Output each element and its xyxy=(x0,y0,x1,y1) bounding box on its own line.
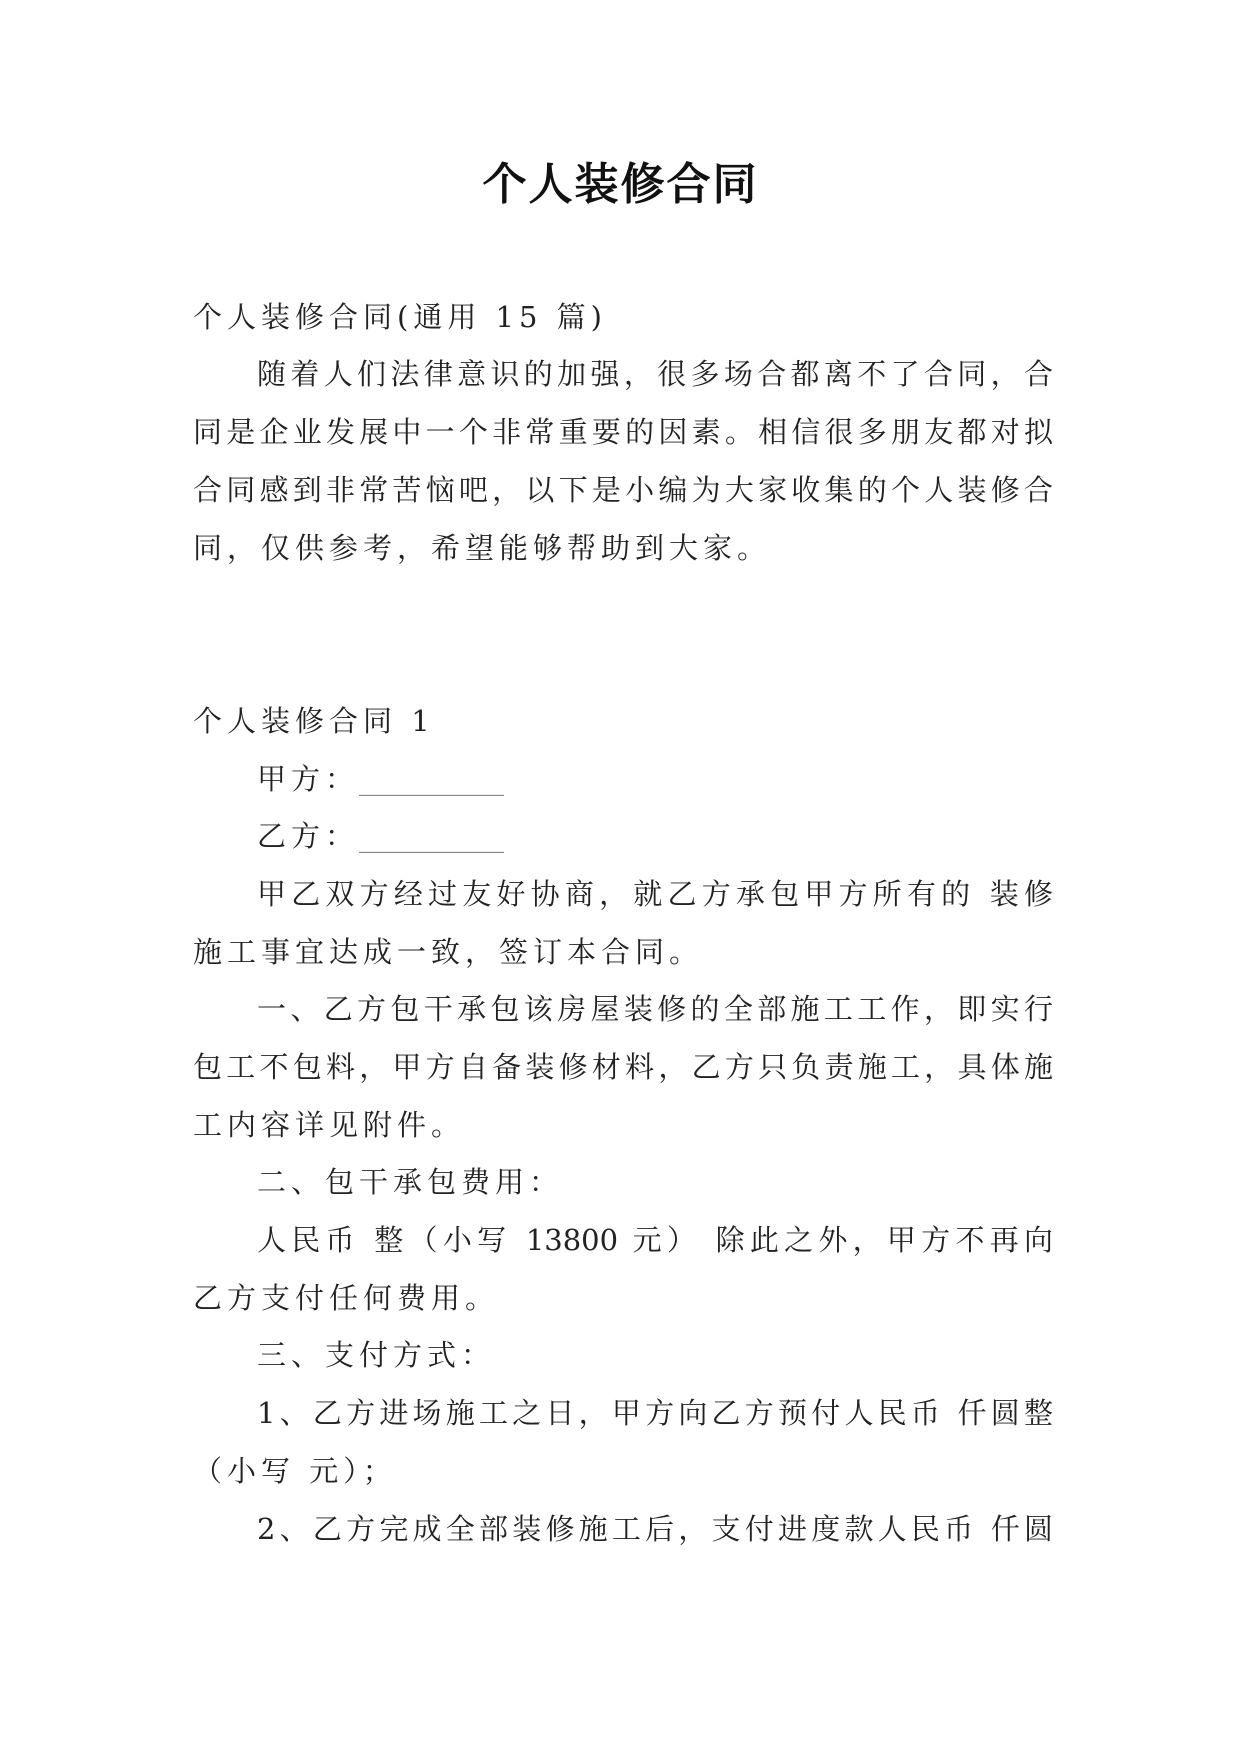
document-title: 个人装修合同 xyxy=(482,159,759,210)
intro-line: 随着人们法律意识的加强，很多场合都离不了合同，合 xyxy=(257,357,1053,391)
body-line: 甲乙双方经过友好协商，就乙方承包甲方所有的 装修 xyxy=(257,877,1053,911)
body-line: 乙方支付任何费用。 xyxy=(193,1281,500,1315)
body-line: 2、乙方完成全部装修施工后，支付进度款人民币 仟圆 xyxy=(257,1512,1053,1546)
section-heading: 个人装修合同 1 xyxy=(193,704,435,738)
party-b-label: 乙方： xyxy=(257,819,360,853)
body-line: 1、乙方进场施工之日，甲方向乙方预付人民币 仟圆整 xyxy=(257,1396,1053,1430)
intro-line: 同，仅供参考，希望能够帮助到大家。 xyxy=(193,531,772,565)
intro-line: 同是企业发展中一个非常重要的因素。相信很多朋友都对拟 xyxy=(193,415,1053,449)
party-b-blank: __________ xyxy=(359,819,505,853)
body-line: 施工事宜达成一致，签订本合同。 xyxy=(193,935,704,969)
party-a-blank: __________ xyxy=(359,762,505,796)
body-line: 一、乙方包干承包该房屋装修的全部施工工作，即实行 xyxy=(257,992,1053,1026)
document-subtitle: 个人装修合同(通用 15 篇) xyxy=(193,300,607,334)
body-line: 人民币 整（小写 13800 元） 除此之外，甲方不再向 xyxy=(257,1223,1053,1257)
body-line: 包工不包料，甲方自备装修材料，乙方只负责施工，具体施 xyxy=(193,1050,1053,1084)
body-line: 工内容详见附件。 xyxy=(193,1108,466,1142)
body-line: 三、支付方式： xyxy=(257,1338,496,1372)
body-line: 二、包干承包费用： xyxy=(257,1165,564,1199)
body-line: （小写 元）； xyxy=(193,1454,397,1488)
party-a-label: 甲方： xyxy=(257,762,360,796)
party-b-line xyxy=(193,816,1053,856)
intro-line: 合同感到非常苦恼吧，以下是小编为大家收集的个人装修合 xyxy=(193,473,1053,507)
party-a-line xyxy=(193,759,1053,799)
